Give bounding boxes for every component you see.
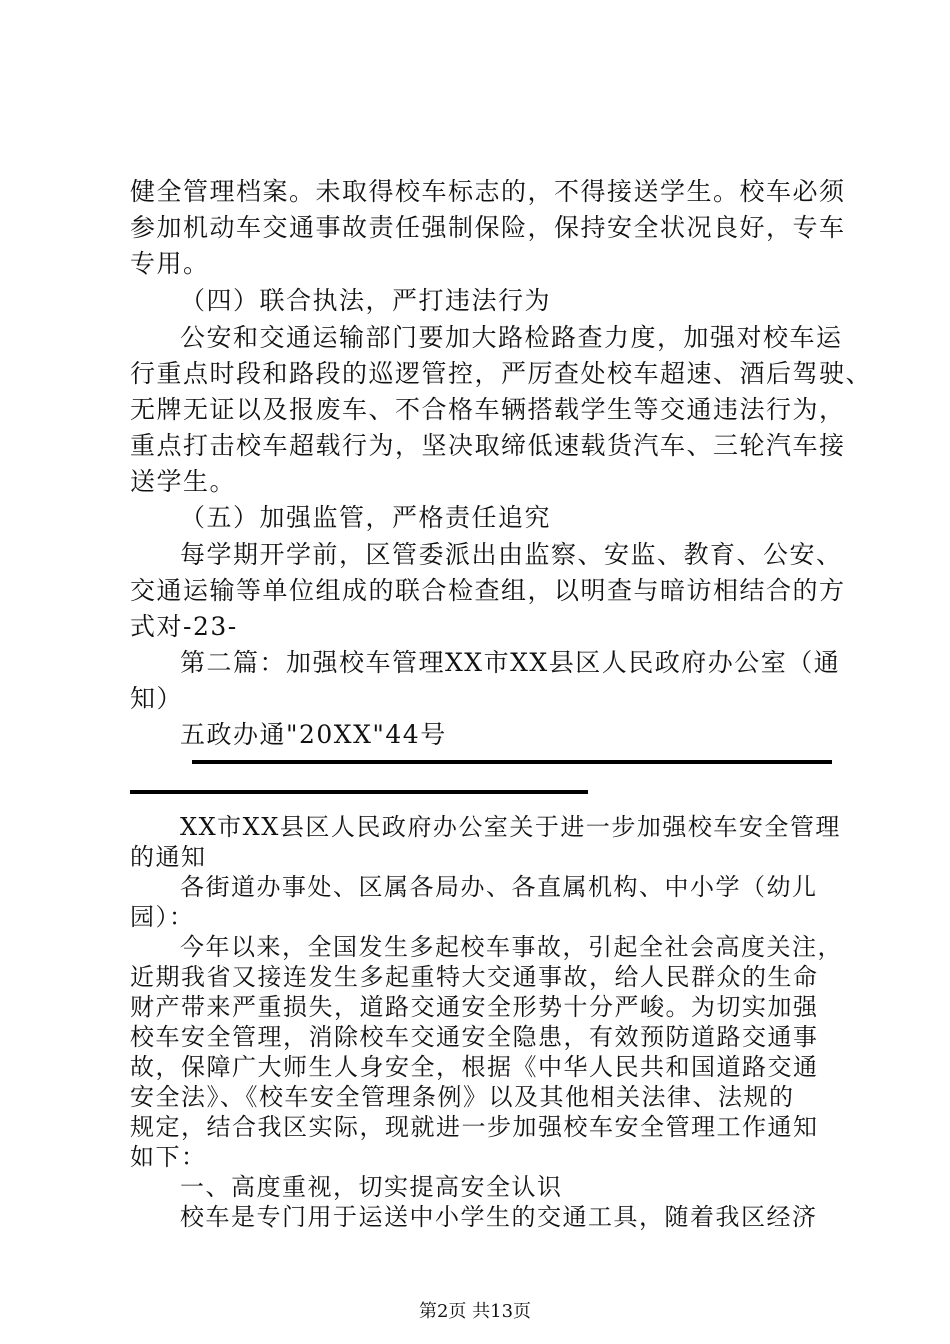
body-line: 专用。 [130,249,210,278]
body-line: 送学生。 [130,467,237,496]
document-number: 五政办通"20XX"44号 [180,720,447,749]
separator-rule [130,790,588,794]
body-line: 规定，结合我区实际，现就进一步加强校车安全管理工作通知 [130,1113,819,1141]
body-line: 如下： [130,1143,207,1171]
addressee-line: 各街道办事处、区属各局办、各直属机构、中小学（幼儿 [180,873,818,901]
body-line: 校车安全管理，消除校车交通安全隐患，有效预防道路交通事 [130,1023,819,1051]
separator-rule [192,760,832,764]
addressee-line: 园）： [130,903,195,931]
body-line: 式对-23- [130,612,238,641]
body-line: 安全法》、《校车安全管理条例》以及其他相关法律、法规的 [130,1083,795,1111]
body-line: 重点打击校车超载行为，坚决取缔低速载货汽车、三轮汽车接 [130,431,846,460]
notice-title: XX市XX县区人民政府办公室关于进一步加强校车安全管理 [180,813,841,841]
body-line: 健全管理档案。未取得校车标志的，不得接送学生。校车必须 [130,177,846,206]
page-footer: 第2页 共13页 [418,1301,532,1322]
body-line: 每学期开学前，区管委派出由监察、安监、教育、公安、 [180,540,843,569]
article-title: 知） [130,684,184,713]
body-line: 今年以来，全国发生多起校车事故，引起全社会高度关注， [180,933,843,961]
body-line: 行重点时段和路段的巡逻管控，严厉查处校车超速、酒后驾驶、 [130,359,873,388]
body-line: 财产带来严重损失，道路交通安全形势十分严峻。为切实加强 [130,993,819,1021]
body-line: 交通运输等单位组成的联合检查组，以明查与暗访相结合的方 [130,576,846,605]
body-line: 参加机动车交通事故责任强制保险，保持安全状况良好，专车 [130,213,846,242]
body-line: 校车是专门用于运送中小学生的交通工具，随着我区经济 [180,1203,818,1231]
body-line: 公安和交通运输部门要加大路检路查力度，加强对校车运 [180,323,843,352]
body-line: 故，保障广大师生人身安全，根据《中华人民共和国道路交通 [130,1053,819,1081]
body-line: 近期我省又接连发生多起重特大交通事故，给人民群众的生命 [130,963,819,991]
section-heading: （四）联合执法，严打违法行为 [180,286,552,315]
section-heading: （五）加强监管，严格责任追究 [180,503,552,532]
section-heading: 一、高度重视，切实提高安全认识 [180,1173,563,1201]
body-line: 无牌无证以及报废车、不合格车辆搭载学生等交通违法行为， [130,395,846,424]
notice-title: 的通知 [130,843,207,871]
article-title: 第二篇：加强校车管理XX市XX县区人民政府办公室（通 [180,648,841,677]
